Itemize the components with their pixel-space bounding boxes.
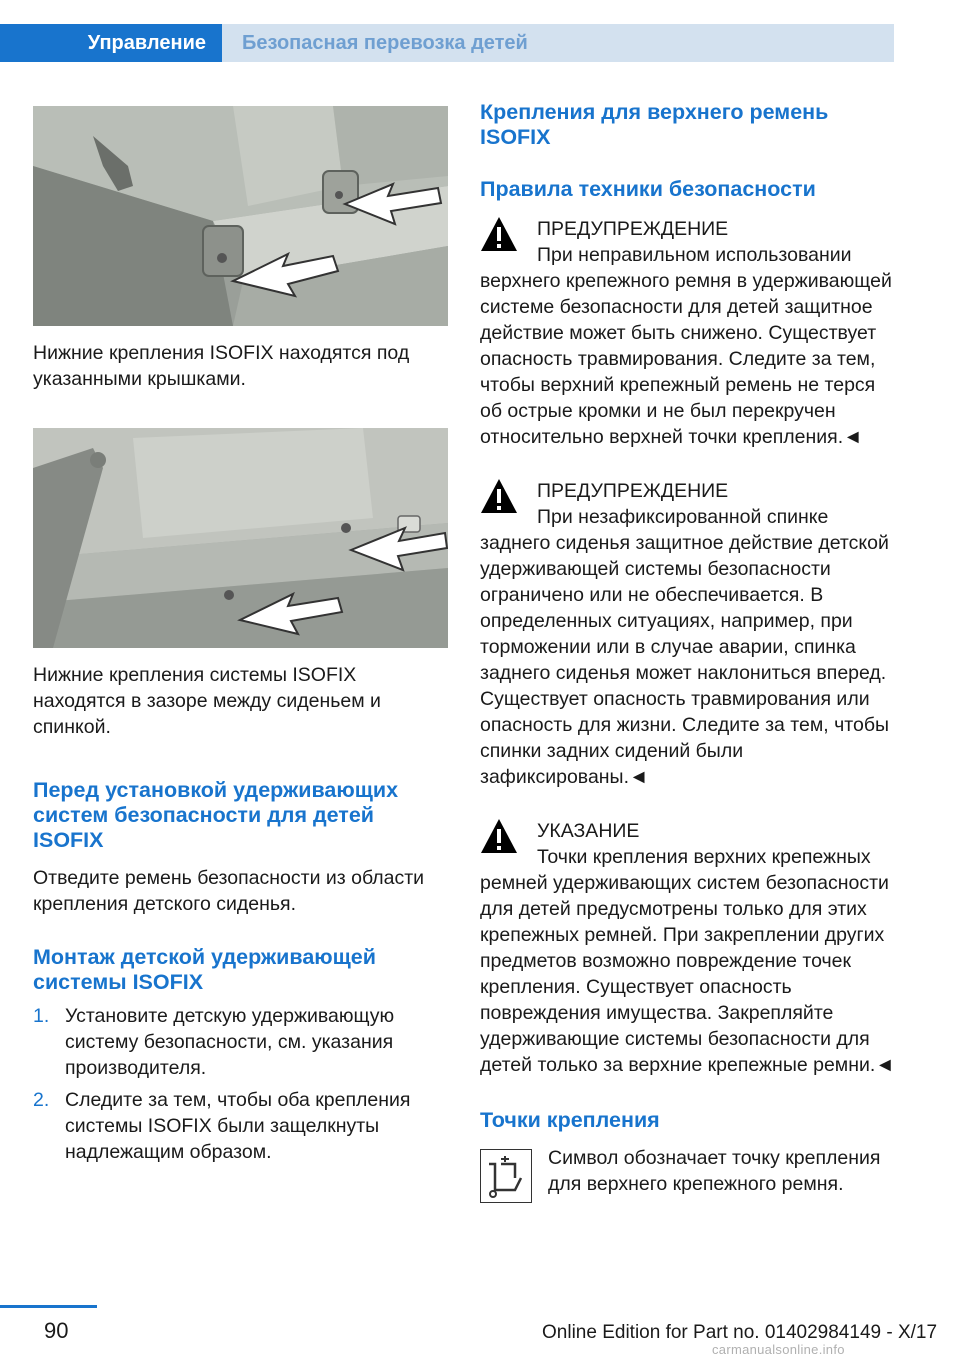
- photo-isofix-covers: [33, 106, 448, 326]
- notice-block: [480, 818, 896, 1078]
- subtitle-safety-rules: Правила техники безопасности: [480, 177, 816, 201]
- step-number: 2.: [33, 1089, 50, 1111]
- mounting-steps: [33, 1003, 448, 1165]
- notice-triangle-icon: [480, 818, 518, 854]
- footer-accent-line: [0, 1305, 97, 1308]
- anchor-points-block: [480, 1145, 896, 1205]
- anchor-points-text: Символ обозначает точку крепления для верхнего крепежного ремня.: [548, 1147, 881, 1195]
- warning-triangle-icon: [480, 478, 518, 514]
- section-title-mounting: Монтаж детской удерживающей системы ISOFIX: [33, 945, 376, 994]
- list-item: [33, 1003, 448, 1081]
- step-number: 1.: [33, 1005, 50, 1027]
- tab-control[interactable]: Управление: [0, 24, 222, 62]
- right-column: [480, 100, 896, 1205]
- title-anchor-points: Точки крепления: [480, 1108, 660, 1132]
- child-seat-anchor-icon: [480, 1149, 532, 1203]
- caption-isofix-gap: Нижние крепления системы ISOFIX находятся в зазоре между сиденьем и спинкой.: [33, 664, 381, 738]
- tab-child-safety[interactable]: Безопасная перевозка детей: [222, 24, 894, 62]
- warning-text: При незафиксированной спинке заднего сиденья защитное действие детской удерживающей системы безопасности ограничено или не обеспечивается. В определенных ситуациях, например, при торможении или в случае аварии, спинка заднего сиденья может наклониться вперед. Существует опасность травмирования или опасность для жизни. Следите за тем, чтобы спинки задних сидений были зафиксированы.◄: [480, 506, 890, 788]
- edition-info: Online Edition for Part no. 01402984149 - X/17: [542, 1322, 938, 1343]
- list-item: [33, 1087, 448, 1165]
- section-text-before-install: Отведите ремень безопасности из области крепления детского сиденья.: [33, 867, 425, 915]
- section-title-before-install: Перед установкой удерживающих систем безопасности для детей ISOFIX: [33, 778, 399, 852]
- step-text: Установите детскую удерживающую систему безопасности, см. указания производителя.: [65, 1005, 395, 1079]
- warning-label: ПРЕДУПРЕЖДЕНИЕ: [537, 480, 729, 502]
- title-top-tether: Крепления для верхнего ремень ISOFIX: [480, 100, 829, 149]
- warning-block-2: [480, 478, 896, 790]
- warning-block-1: [480, 216, 896, 450]
- photo-isofix-gap: [33, 428, 448, 648]
- watermark: carmanualsonline.info: [712, 1342, 845, 1357]
- left-column: [33, 106, 448, 1171]
- warning-triangle-icon: [480, 216, 518, 252]
- caption-isofix-covers: Нижние крепления ISOFIX находятся под указанными крышками.: [33, 342, 410, 390]
- warning-label: ПРЕДУПРЕЖДЕНИЕ: [537, 218, 729, 240]
- step-text: Следите за тем, чтобы оба крепления системы ISOFIX были защелкнуты надлежащим образом.: [65, 1089, 411, 1163]
- notice-text: Точки крепления верхних крепежных ремней удерживающих систем безопасности для детей предусмотрены только для этих крепежных ремней. При закреплении других предметов возможно повреждение точек крепления. Существует опасность повреждения имущества. Закрепляйте удерживающие системы безопасности для детей только за верхние крепежные ремни.◄: [480, 846, 895, 1076]
- notice-label: УКАЗАНИЕ: [537, 820, 640, 842]
- header-bar: [0, 0, 960, 62]
- warning-text: При неправильном использовании верхнего крепежного ремня в удерживающей системе безопасности для детей защитное действие может быть снижено. Существует опасность травмирования. Следите за тем, чтобы верхний крепежный ремень не терся об острые кромки и не был перекручен относительно верхней точки крепления.◄: [480, 244, 892, 448]
- page-number: 90: [44, 1318, 69, 1343]
